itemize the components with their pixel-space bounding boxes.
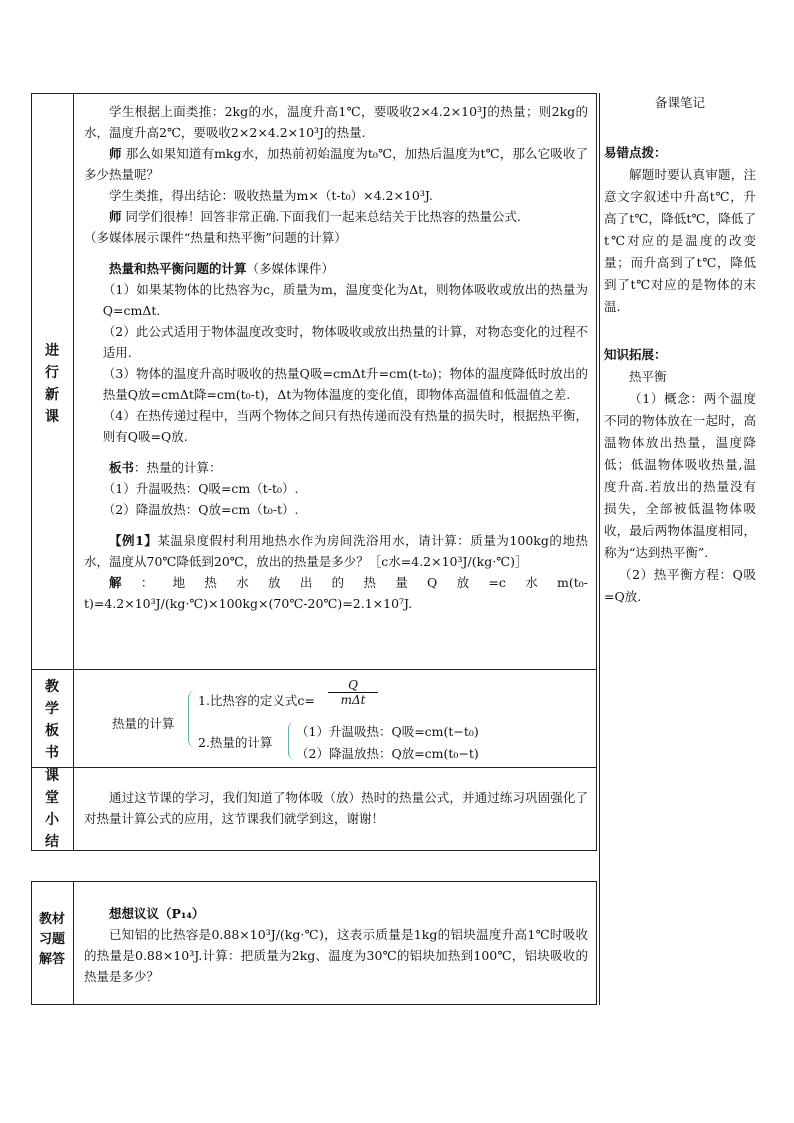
exercise-content xyxy=(84,903,588,987)
notes-column-border xyxy=(599,93,600,1005)
board-sub-brace xyxy=(288,722,295,760)
label-column-divider xyxy=(73,93,74,851)
section-label-new-lesson: 进 行 新 课 xyxy=(45,343,59,425)
board-subitem-heat-release: （2）降温放热：Q放=cm(t₀−t) xyxy=(296,746,479,761)
expand-subtitle: 热平衡 xyxy=(629,369,667,384)
solution-paragraph xyxy=(84,572,588,614)
speaker-label: 师 xyxy=(109,146,122,161)
fraction-numerator: Q xyxy=(328,678,378,693)
expand-item-1: （1）概念：两个温度不同的物体放在一起时，高温物体放出热量，温度降低；低温物体吸收热量,温度升高.若放出的热量没有损失，全部被低温物体吸收，最后两物体温度相同，称为“达到热平衡”. xyxy=(604,391,756,560)
paragraph: 学生根据上面类推：2kg的水，温度升高1℃，要吸收2×4.2×10³J的热量；则2kg的水，温度升高2℃，要吸收2×2×4.2×10³J的热量. xyxy=(84,104,588,140)
example-tag: 【例1】 xyxy=(109,533,158,548)
paragraph xyxy=(84,143,588,185)
section-heading xyxy=(84,258,588,279)
heading-tail: （多媒体课件） xyxy=(246,261,335,276)
exercise-title: 想想议议（P₁₄） xyxy=(109,906,205,921)
paragraph: 学生类推，得出结论：吸收热量为m×（t-t₀）×4.2×10³J. xyxy=(109,188,433,203)
row-divider-1 xyxy=(31,669,597,670)
expand-item-2: （2）热平衡方程：Q吸=Q放. xyxy=(604,567,756,604)
exercise-text: 已知铝的比热容是0.88×10³J/(kg·℃)，这表示质量是1kg的铝块温度升高1℃时吸收的热量是0.88×10³J.计算：把质量为2kg、温度为30℃的铝块加热到100℃，铝块吸收的热量是多少？ xyxy=(84,927,588,984)
board-subitem-heat-absorb: （1）升温吸热：Q吸=cm(t−t₀) xyxy=(296,724,479,739)
board-item-definition: 1.比热容的定义式c= xyxy=(198,693,315,708)
notes-header: 备课笔记 xyxy=(654,95,705,110)
board-item-calculation: 2.热量的计算 xyxy=(198,735,273,750)
errors-title: 易错点拨： xyxy=(604,145,667,160)
summary-text: 通过这节课的学习，我们知道了物体吸（放）热时的热量公式，并通过练习巩固强化了对热量计算公式的应用，这节课我们就学到这，谢谢！ xyxy=(84,790,588,826)
solution-tag: 解 xyxy=(109,575,141,590)
paragraph: （多媒体展示课件“热量和热平衡”问题的计算） xyxy=(84,230,347,245)
list-item: （3）物体的温度升高时吸收的热量Q吸=cmΔt升=cm(t-t₀)；物体的温度降低时放出的热量Q放=cmΔt降=cm(t₀-t)，Δt为物体温度的变化值，即物体高温值和低温值之差. xyxy=(102,366,588,402)
summary-content xyxy=(84,787,588,829)
paragraph xyxy=(84,206,588,227)
board-brace xyxy=(188,690,197,748)
notes-column xyxy=(604,92,756,608)
list-item: （4）在热传递过程中，当两个物体之间只有热传递而没有热量的损失时，根据热平衡，则有Q吸=Q放. xyxy=(102,408,588,444)
list-item: （2）此公式适用于物体温度改变时，物体吸收或放出热量的计算，对物态变化的过程不适用. xyxy=(102,324,588,360)
exercise-label-divider xyxy=(73,881,74,1005)
expand-title: 知识拓展： xyxy=(604,347,667,362)
new-lesson-content xyxy=(84,101,588,614)
section-label-summary: 课 堂 小 结 xyxy=(45,768,59,850)
paragraph-text: 同学们很棒！回答非常正确.下面我们一起来总结关于比热容的热量公式. xyxy=(121,209,521,224)
board-fraction xyxy=(328,678,378,707)
fraction-denominator: mΔt xyxy=(340,693,366,707)
example-text: 某温泉度假村利用地热水作为房间洗浴用水，请计算：质量为100kg的地热水，温度从70℃降低到20℃，放出的热量是多少？［c水=4.2×10³J/(kg·℃)］ xyxy=(84,533,588,569)
list-item: （1）如果某物体的比热容为c，质量为m，温度变化为Δt，则物体吸收或放出的热量为Q=cmΔt. xyxy=(102,282,588,318)
list-item: （1）升温吸热：Q吸=cm（t-t₀）. xyxy=(102,481,299,496)
section-label-exercise: 教材 习题 解答 xyxy=(38,912,65,967)
board-diagram xyxy=(112,680,582,764)
speaker-label: 师 xyxy=(109,209,122,224)
paragraph-text: 那么如果知道有mkg水，加热前初始温度为t₀℃，加热后温度为t℃，那么它吸收了多少热量呢？ xyxy=(84,146,588,182)
list-item: （2）降温放热：Q放=cm（t₀-t）. xyxy=(102,502,299,517)
board-heading xyxy=(84,457,588,478)
heading-text: 热量和热平衡问题的计算 xyxy=(109,261,247,276)
board-root-label: 热量的计算 xyxy=(112,716,175,731)
errors-text: 解题时要认真审题，注意文字叙述中升高t℃，升高了t℃，降低t℃，降低了t℃对应的是温度的改变量；而升高到了t℃，降低到了t℃对应的是物体的末温. xyxy=(604,167,756,314)
section-label-board: 教 学 板 书 xyxy=(45,679,59,761)
example-paragraph xyxy=(84,530,588,572)
solution-text: ：地热水放出的热量Q放=c水m(t₀-t)=4.2×10³J/(kg·℃)×100kg×(70℃-20℃)=2.1×10⁷J. xyxy=(84,575,588,611)
board-title-tail: ：热量的计算： xyxy=(134,460,222,475)
board-title: 板书 xyxy=(109,460,135,475)
row-divider-2 xyxy=(31,767,597,768)
